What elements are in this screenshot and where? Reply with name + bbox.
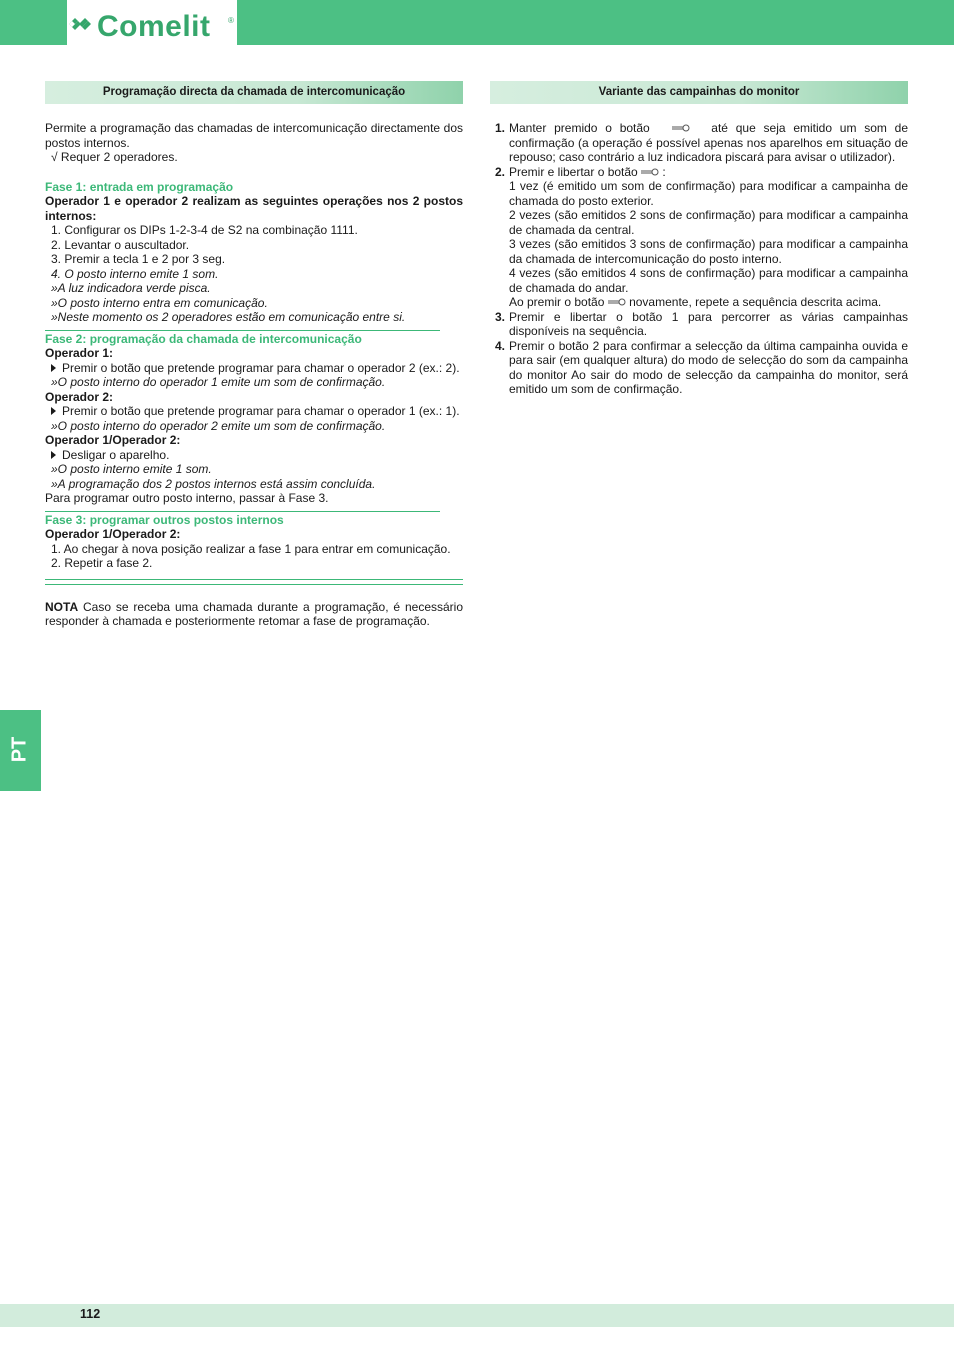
brand-name: Comelit [97, 10, 211, 43]
fase1-result: »O posto interno entra em comunicação. [51, 295, 268, 310]
fase1-result: »A luz indicadora verde pisca. [51, 281, 211, 295]
fase2-op2-result: »O posto interno do operador 2 emite um som de confirmação. [51, 418, 386, 433]
fase2-op2-label: Operador 2: [45, 389, 114, 404]
key-icon [641, 168, 659, 176]
page-number: 112 [80, 1307, 101, 1321]
fase2-next: Para programar outro posto interno, passar à Fase 3. [45, 491, 329, 505]
fase2-op12-result: »A programação dos 2 postos internos está assim concluída. [51, 476, 376, 491]
fase3-title: Fase 3: programar outros postos internos [45, 512, 284, 527]
fase1-step: 2. Levantar o auscultador. [51, 237, 190, 252]
list-item: 4. Premir o botão 2 para confirmar a selecção da última campainha ouvida e para sair (em qualquer altura) do modo de selecção do som da campainha do monitor Ao sair do modo de selecção da campainha do monitor, será emitido um som de confirmação. [495, 338, 908, 396]
brand-reg-mark: ® [228, 16, 234, 25]
triangle-bullet-icon [51, 364, 56, 372]
right-column [490, 81, 908, 397]
divider [45, 330, 440, 331]
footer-bar [0, 1304, 954, 1327]
fase3-step: 2. Repetir a fase 2. [51, 556, 153, 570]
fase2-op12-label: Operador 1/Operador 2: [45, 433, 181, 447]
fase2-op12-action: Desligar o aparelho. [45, 448, 463, 463]
fase1-subtitle: Operador 1 e operador 2 realizam as seguintes operações nos 2 postos internos: [45, 194, 463, 223]
language-tab [0, 710, 41, 791]
key-icon [608, 298, 626, 306]
brand-logo [67, 0, 237, 45]
section-header-programming: Programação directa da chamada de intercomunicação [45, 81, 463, 104]
key-icon [672, 124, 690, 132]
fase1-step: 1. Configurar os DIPs 1-2-3-4 de S2 na combinação 1111. [51, 223, 358, 237]
fase3-op-label: Operador 1/Operador 2: [45, 527, 181, 541]
requires-text: √ Requer 2 operadores. [51, 150, 178, 164]
divider [45, 579, 463, 580]
intro-text: Permite a programação das chamadas de intercomunicação directamente dos postos internos. [45, 121, 463, 150]
fase2-op1-label: Operador 1: [45, 346, 114, 360]
fase1-result: »Neste momento os 2 operadores estão em comunicação entre si. [51, 310, 406, 324]
triangle-bullet-icon [51, 451, 56, 459]
comelit-logo-icon [69, 18, 97, 30]
fase2-op2-action: Premir o botão que pretende programar para chamar o operador 1 (ex.: 1). [45, 404, 463, 419]
triangle-bullet-icon [51, 407, 56, 415]
divider [45, 511, 440, 512]
fase2-title: Fase 2: programação da chamada de intercomunicação [45, 331, 362, 346]
section-header-monitor-ring: Variante das campainhas do monitor [490, 81, 908, 104]
list-item: 1. Manter premido o botão até que seja emitido um som de confirmação (a operação é possível apenas nos aparelhos em situação de repouso; caso contrário a luz indicadora piscará para avisar o utilizador). [495, 121, 908, 164]
fase3-step: 1. Ao chegar à nova posição realizar a fase 1 para entrar em comunicação. [51, 541, 451, 556]
list-item: 3. Premir e libertar o botão 1 para percorrer as várias campainhas disponíveis na sequência. [495, 309, 908, 338]
fase1-result: 4. O posto interno emite 1 som. [51, 266, 219, 281]
fase2-op1-action: Premir o botão que pretende programar para chamar o operador 2 (ex.: 2). [45, 361, 463, 376]
fase1-step: 3. Premir a tecla 1 e 2 por 3 seg. [51, 252, 226, 266]
fase1-title: Fase 1: entrada em programação [45, 179, 234, 194]
fase2-op1-result: »O posto interno do operador 1 emite um som de confirmação. [51, 375, 386, 389]
list-item: 2. Premir e libertar o botão : 1 vez (é emitido um som de confirmação) para modificar a campainha de chamada do posto exterior. 2 vezes (são emitidos 2 sons de confirmação) para modificar a campainha de chamada da central. 3 vezes (são emitidos 3 sons de confirmação) para modificar a campainha da chamada de intercomunicação do posto interno. 4 vezes (são emitidos 4 sons de confirmação) para modificar a campainha de chamada do andar. Ao premir o botão novamente, repete a sequência descrita acima. [495, 164, 908, 309]
left-column [45, 81, 463, 629]
fase2-op12-result: »O posto interno emite 1 som. [51, 462, 212, 476]
nota-text: NOTA Caso se receba uma chamada durante a programação, é necessário responder à chamada e posteriormente retomar a fase de programação. [45, 599, 463, 628]
divider [45, 584, 463, 585]
language-tab-label: PT [8, 736, 31, 763]
